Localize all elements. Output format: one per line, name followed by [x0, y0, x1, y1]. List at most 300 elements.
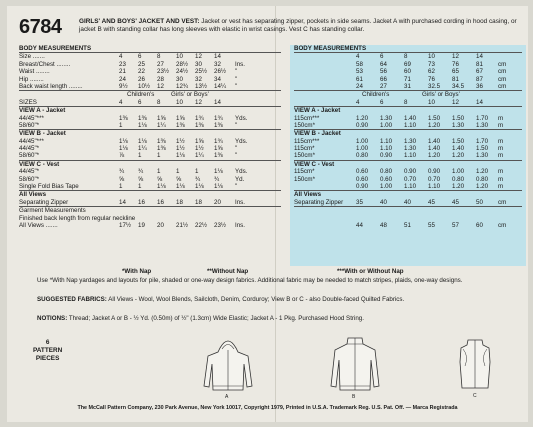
vest-c-drawing — [457, 336, 493, 392]
view-heading-label: VIEW C - Vest — [294, 160, 335, 168]
unit-label: " — [235, 152, 238, 160]
row-label: 115cm*** — [294, 137, 320, 145]
cell-value: 1.30 — [404, 137, 417, 145]
cell-value: 1⅛ — [195, 183, 204, 191]
jacket-b-drawing — [329, 332, 381, 394]
cell-value: 48 — [380, 221, 387, 229]
cell-value: 69 — [404, 60, 411, 68]
cell-value: 1.30 — [380, 114, 393, 122]
cell-value: 81 — [452, 75, 459, 83]
pieces-count: 6 — [45, 339, 50, 346]
unit-label: cm — [498, 68, 507, 76]
unit-label: cm — [498, 198, 507, 206]
size-value: 10 — [176, 98, 183, 106]
cell-value: 14 — [214, 53, 221, 61]
unit-label: " — [235, 68, 238, 76]
cell-value: 0.80 — [356, 152, 369, 160]
cell-value: 1⅛ — [176, 183, 185, 191]
cell-value: 0.90 — [404, 168, 417, 176]
cell-value: 1.20 — [428, 152, 441, 160]
cell-value: 50 — [476, 198, 483, 206]
table-row — [294, 76, 522, 83]
table-row — [294, 61, 522, 68]
table-row — [294, 122, 522, 129]
cell-value: 1⅜ — [214, 152, 223, 160]
table-row — [294, 145, 522, 152]
cell-value: 0.80 — [476, 175, 489, 183]
garment-row — [294, 222, 522, 229]
cell-value: 1¼ — [157, 121, 166, 129]
table-row — [19, 199, 281, 206]
unit-label: Ins. — [235, 221, 245, 229]
cell-value: 1½ — [176, 137, 185, 145]
unit-label: m — [498, 168, 504, 176]
cell-value: 27 — [380, 82, 387, 90]
description — [79, 18, 524, 33]
jacket-a-drawing — [202, 334, 254, 394]
cell-value: 1 — [119, 121, 123, 129]
cell-value: 12¾ — [176, 82, 189, 90]
sizes-label: SIZES — [19, 98, 37, 106]
cell-value: 1 — [157, 168, 161, 176]
cell-value: 12 — [452, 53, 459, 61]
cell-value: 71 — [404, 75, 411, 83]
unit-label: " — [235, 75, 238, 83]
cell-value: 0.90 — [356, 121, 369, 129]
cell-value: 1.30 — [476, 121, 489, 129]
cell-value: 1.50 — [452, 137, 465, 145]
cell-value: 60 — [404, 68, 411, 76]
spacer — [294, 207, 522, 214]
cell-value: 1.20 — [452, 152, 465, 160]
cell-value: 12 — [195, 53, 202, 61]
unit-label: m — [498, 121, 504, 129]
cell-value: 1.10 — [380, 145, 393, 153]
metric-table — [294, 45, 522, 229]
cell-value: 1⅛ — [176, 152, 185, 160]
table-row — [294, 83, 522, 90]
row-label: 150cm* — [294, 175, 315, 183]
cell-value: 62 — [428, 68, 435, 76]
cell-value: 25 — [138, 60, 145, 68]
cell-value: 1.00 — [380, 121, 393, 129]
cell-value: 1 — [138, 183, 142, 191]
cell-value: 4 — [119, 53, 123, 61]
imperial-table — [19, 45, 281, 229]
unit-label: m — [498, 183, 504, 191]
cell-value: 66 — [380, 75, 387, 83]
spacer — [294, 215, 522, 222]
sizes-row — [294, 99, 522, 106]
cell-value: 1.40 — [404, 114, 417, 122]
view-heading — [294, 107, 522, 114]
garment-subheading-label: Finished back length from regular neckline — [19, 214, 136, 222]
view-heading-label: VIEW B - Jacket — [294, 130, 341, 138]
cell-value: 64 — [380, 60, 387, 68]
cell-value: 0.60 — [380, 175, 393, 183]
cell-value: 1½ — [176, 145, 185, 153]
size-value: 10 — [428, 98, 435, 106]
unit-label: m — [498, 175, 504, 183]
suggested-fabrics — [37, 296, 517, 303]
cell-value: 10½ — [138, 82, 151, 90]
cell-value: 23½ — [214, 221, 227, 229]
cell-value: 1⅜ — [195, 121, 204, 129]
table-row — [294, 183, 522, 190]
cell-value: 25½ — [195, 68, 208, 76]
cell-value: 1⅜ — [214, 121, 223, 129]
cell-value: 32 — [195, 75, 202, 83]
group-girls-boys: Girls' or Boys' — [171, 91, 209, 99]
size-value: 12 — [195, 98, 202, 106]
view-heading-label: VIEW B - Jacket — [19, 130, 66, 138]
nap-with-or-without: ***With or Without Nap — [337, 268, 404, 275]
table-row — [19, 53, 281, 60]
cell-value: 1.20 — [356, 114, 369, 122]
cell-value: 9½ — [119, 82, 128, 90]
cell-value: 87 — [476, 75, 483, 83]
table-row — [294, 168, 522, 175]
cell-value: 1.50 — [452, 114, 465, 122]
cell-value: 22 — [138, 68, 145, 76]
unit-label: m — [498, 152, 504, 160]
cell-value: 1⅛ — [214, 183, 223, 191]
cell-value: 1⅝ — [176, 114, 185, 122]
view-heading — [294, 191, 522, 198]
size-value: 4 — [356, 98, 360, 106]
cell-value: 45 — [452, 198, 459, 206]
cell-value: 10 — [428, 53, 435, 61]
unit-label: cm — [498, 82, 507, 90]
cell-value: 1.20 — [428, 121, 441, 129]
table-row — [294, 152, 522, 159]
cell-value: 1 — [176, 168, 180, 176]
cell-value: 65 — [452, 68, 459, 76]
header — [7, 6, 528, 41]
cell-value: 1.10 — [380, 137, 393, 145]
nap-without: **Without Nap — [207, 268, 249, 275]
row-label: Hip ........ — [19, 75, 44, 83]
view-heading-label: VIEW C - Vest — [19, 160, 60, 168]
cell-value: 1⅝ — [157, 114, 166, 122]
cell-value: 8 — [404, 53, 408, 61]
cell-value: ¾ — [138, 168, 144, 176]
cell-value: 1.30 — [476, 152, 489, 160]
cell-value: 6 — [138, 53, 142, 61]
unit-label: cm — [498, 75, 507, 83]
fabrics-label: SUGGESTED FABRICS: — [37, 296, 107, 303]
notions — [37, 315, 517, 322]
cell-value: 14¼ — [214, 82, 227, 90]
cell-value: 30 — [176, 75, 183, 83]
cell-value: ¾ — [119, 168, 125, 176]
unit-label: cm — [498, 60, 507, 68]
cell-value: 16 — [157, 198, 164, 206]
cell-value: 24½ — [176, 68, 189, 76]
cell-value: 67 — [476, 68, 483, 76]
cell-value: 12 — [157, 82, 164, 90]
cell-value: 1⅝ — [214, 145, 223, 153]
unit-label: Yds. — [235, 137, 248, 145]
cell-value: 28½ — [176, 60, 189, 68]
body-measurements-heading — [294, 45, 522, 52]
unit-label: " — [235, 82, 238, 90]
row-label: Separating Zipper — [294, 198, 344, 206]
size-value: 6 — [138, 98, 142, 106]
size-value: 12 — [452, 98, 459, 106]
view-heading — [19, 107, 281, 114]
view-heading-label: VIEW A - Jacket — [19, 107, 66, 115]
row-label: 115cm*** — [294, 114, 320, 122]
unit-label: m — [498, 137, 504, 145]
table-row — [19, 115, 281, 122]
table-row — [19, 183, 281, 190]
notions-label: NOTIONS: — [37, 315, 68, 322]
unit-label: " — [235, 121, 238, 129]
cell-value: ⅝ — [157, 175, 163, 183]
cell-value: 58 — [356, 60, 363, 68]
cell-value: 1 — [119, 183, 123, 191]
description-title: GIRLS' AND BOYS' JACKET AND VEST: — [79, 18, 200, 25]
cell-value: 31 — [404, 82, 411, 90]
cell-value: 0.90 — [428, 168, 441, 176]
body-measurements-heading — [19, 45, 281, 52]
row-label: Waist ........ — [19, 68, 50, 76]
view-heading — [294, 130, 522, 137]
row-label: 115cm* — [294, 168, 315, 176]
cell-value: 21½ — [176, 221, 189, 229]
cell-value: 1 — [157, 152, 161, 160]
cell-value: 23 — [119, 60, 126, 68]
cell-value: 14 — [476, 53, 483, 61]
unit-label: Ins. — [235, 198, 245, 206]
cell-value: 1.50 — [476, 145, 489, 153]
table-row — [294, 53, 522, 60]
table-row — [19, 83, 281, 90]
unit-label: Yds. — [235, 168, 248, 176]
figure-label-a: A — [225, 394, 229, 400]
size-group-row — [19, 91, 281, 98]
cell-value: 1.30 — [404, 145, 417, 153]
size-value: 14 — [214, 98, 221, 106]
cell-value: 19 — [138, 221, 145, 229]
cell-value: 1.70 — [476, 114, 489, 122]
table-row — [294, 115, 522, 122]
cell-value: 44 — [356, 221, 363, 229]
group-children: Children's — [127, 91, 155, 99]
notions-text: Thread; Jacket A or B - ½ Yd. (0.50m) of ½" (1.3cm) Wide Elastic; Jacket A - 1 Pkg. Purchased Hood String. — [68, 315, 364, 322]
row-label: 115cm* — [294, 145, 315, 153]
cell-value: 1⅛ — [138, 121, 147, 129]
cell-value: 26½ — [214, 68, 227, 76]
cell-value: 1.20 — [452, 183, 465, 191]
cell-value: 0.70 — [404, 175, 417, 183]
size-value: 6 — [380, 98, 384, 106]
view-heading — [294, 161, 522, 168]
cell-value: 1⅜ — [176, 121, 185, 129]
cell-value: ⅞ — [119, 152, 125, 160]
cell-value: 34.5 — [452, 82, 465, 90]
cell-value: 0.80 — [452, 175, 465, 183]
cell-value: 60 — [476, 221, 483, 229]
cell-value: 1.10 — [404, 121, 417, 129]
cell-value: 1.40 — [428, 145, 441, 153]
size-value: 14 — [476, 98, 483, 106]
cell-value: 32 — [214, 60, 221, 68]
cell-value: 1⅛ — [214, 168, 223, 176]
cell-value: 14 — [119, 198, 126, 206]
view-heading — [19, 161, 281, 168]
cell-value: 1.30 — [452, 121, 465, 129]
row-label: 44/45"* — [19, 168, 40, 176]
cell-value: ⅝ — [138, 175, 144, 183]
cell-value: 28 — [157, 75, 164, 83]
cell-value: ¾ — [214, 175, 220, 183]
figure-label-c: C — [473, 393, 477, 399]
cell-value: 1⅛ — [138, 137, 147, 145]
row-label: Separating Zipper — [19, 198, 69, 206]
table-row — [294, 176, 522, 183]
cell-value: 1.50 — [428, 114, 441, 122]
row-label: All Views ....... — [19, 221, 58, 229]
cell-value: 1.00 — [356, 145, 369, 153]
cell-value: 1 — [195, 168, 199, 176]
view-heading-label: All Views — [19, 191, 47, 199]
nap-with: *With Nap — [122, 268, 152, 275]
cell-value: 1⅜ — [157, 145, 166, 153]
row-label: Back waist length ........ — [19, 82, 83, 90]
table-row — [19, 152, 281, 159]
cell-value: 34 — [214, 75, 221, 83]
cell-value: 35 — [356, 198, 363, 206]
table-row — [294, 138, 522, 145]
row-label: Single Fold Bias Tape — [19, 183, 79, 191]
table-row — [19, 68, 281, 75]
table-row — [294, 199, 522, 206]
cell-value: 1.20 — [476, 183, 489, 191]
size-value: 8 — [404, 98, 408, 106]
cell-value: 1.10 — [428, 183, 441, 191]
fabrics-text: All Views - Wool, Wool Blends, Sailcloth, Denim, Corduroy; View B or C - also Double-faced Quilted Fabrics. — [108, 296, 405, 303]
cell-value: 61 — [356, 75, 363, 83]
cell-value: 13½ — [195, 82, 208, 90]
figure-label-b: B — [352, 394, 356, 400]
cell-value: 76 — [428, 75, 435, 83]
cell-value: 53 — [356, 68, 363, 76]
cell-value: 24 — [356, 82, 363, 90]
cell-value: 20 — [157, 221, 164, 229]
cell-value: 40 — [404, 198, 411, 206]
row-label: 58/60"* — [19, 121, 40, 129]
cell-value: 23½ — [157, 68, 170, 76]
cell-value: 0.60 — [356, 168, 369, 176]
unit-label: " — [235, 145, 238, 153]
cell-value: 27 — [157, 60, 164, 68]
cell-value: ⅝ — [176, 175, 182, 183]
cell-value: 1⅜ — [157, 137, 166, 145]
row-label: Size ....... — [19, 53, 45, 61]
cell-value: 1⅝ — [195, 137, 204, 145]
row-label: 44/45"* — [19, 145, 40, 153]
cell-value: 8 — [157, 53, 161, 61]
cell-value: 1⅛ — [157, 183, 166, 191]
cell-value: 4 — [356, 53, 360, 61]
cell-value: 1.10 — [404, 183, 417, 191]
cell-value: 6 — [380, 53, 384, 61]
cell-value: 1.40 — [452, 145, 465, 153]
description-text: Jacket or vest has separating zipper, pockets in side seams. Jacket A with purchased cording in hood casing, or jacket B with standing collar has long sleeves with elastic in wrist casings. Vest C has standing collar. — [79, 18, 517, 33]
table-row — [19, 122, 281, 129]
pieces-label-1: PATTERN — [33, 347, 63, 354]
unit-label: Yd. — [235, 175, 245, 183]
size-value: 4 — [119, 98, 123, 106]
row-label: Breast/Chest ........ — [19, 60, 71, 68]
cell-value: 22½ — [195, 221, 208, 229]
cell-value: 0.90 — [356, 183, 369, 191]
cell-value: 45 — [428, 198, 435, 206]
cell-value: 76 — [452, 60, 459, 68]
view-heading — [19, 191, 281, 198]
cell-value: 1⅜ — [119, 114, 128, 122]
cell-value: 55 — [428, 221, 435, 229]
group-girls-boys: Girls' or Boys' — [422, 91, 460, 99]
cell-value: ⅝ — [119, 175, 125, 183]
table-row — [19, 61, 281, 68]
cell-value: 1.00 — [380, 183, 393, 191]
cell-value: 18 — [176, 198, 183, 206]
garment-heading-label: Garment Measurements — [19, 207, 86, 215]
cell-value: 36 — [476, 82, 483, 90]
pieces-label-2: PIECES — [35, 355, 60, 362]
row-label: 58/60"* — [19, 152, 40, 160]
view-heading-label: VIEW A - Jacket — [294, 107, 341, 115]
table-row — [19, 138, 281, 145]
cell-value: 1¾ — [214, 114, 223, 122]
cell-value: 1.20 — [476, 168, 489, 176]
footer: The McCall Pattern Company, 230 Park Avenue, New York 10017, Copyright 1979, Printed in U.S.A. Trademark Reg. U.S. Pat. Off. — Marca Registrada — [77, 405, 458, 411]
cell-value: 20 — [214, 198, 221, 206]
cell-value: 17½ — [119, 221, 132, 229]
cell-value: 1⅛ — [119, 137, 128, 145]
cell-value: 0.60 — [356, 175, 369, 183]
table-row — [19, 168, 281, 175]
row-label: 44/45"*** — [19, 114, 44, 122]
cell-value: 1.00 — [356, 137, 369, 145]
cell-value: 1⅛ — [119, 145, 128, 153]
unit-label: Yds. — [235, 114, 248, 122]
row-label: 44/45"*** — [19, 137, 44, 145]
cell-value: 51 — [404, 221, 411, 229]
cell-value: 1.10 — [404, 152, 417, 160]
view-heading-label: All Views — [294, 191, 322, 199]
cell-value: 1¼ — [195, 152, 204, 160]
cell-value: 0.70 — [428, 175, 441, 183]
cell-value: 1¾ — [195, 114, 204, 122]
size-value: 8 — [157, 98, 161, 106]
cell-value: 1⅜ — [138, 114, 147, 122]
unit-label: " — [235, 183, 238, 191]
section-heading: BODY MEASUREMENTS — [294, 45, 367, 52]
cell-value: 40 — [380, 198, 387, 206]
table-row — [19, 176, 281, 183]
cell-value: 81 — [476, 60, 483, 68]
view-heading — [19, 130, 281, 137]
cell-value: ¾ — [195, 175, 201, 183]
row-label: 150cm* — [294, 152, 315, 160]
unit-label: cm — [498, 221, 507, 229]
cell-value: 56 — [380, 68, 387, 76]
cell-value: 24 — [119, 75, 126, 83]
